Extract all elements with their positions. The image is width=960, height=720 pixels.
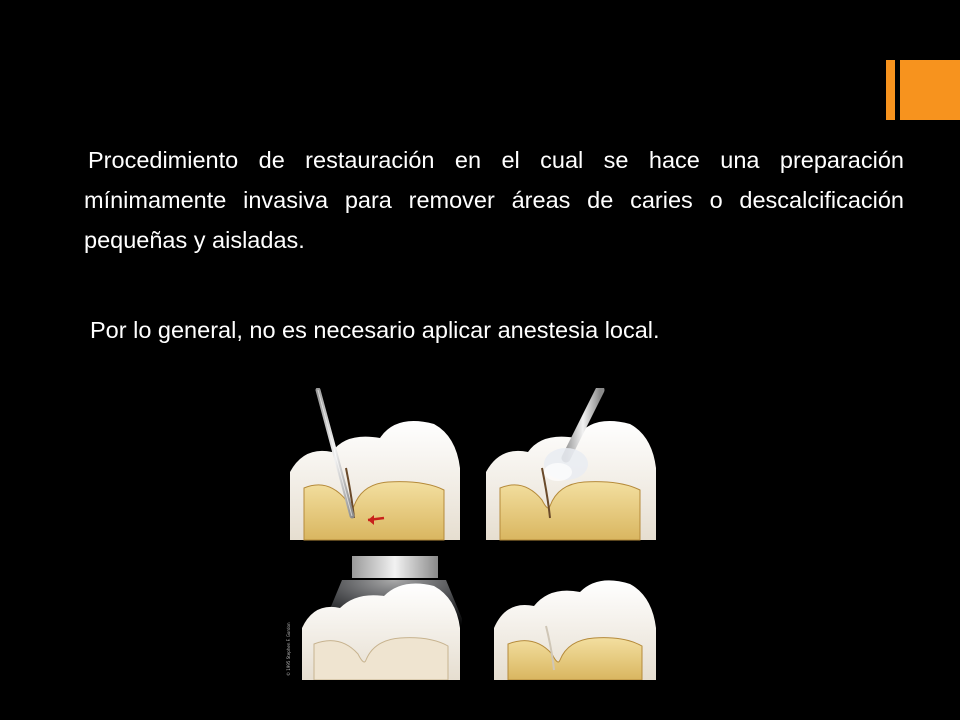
panel-probe <box>290 390 460 540</box>
body-paragraph-1: Procedimiento de restauración en el cual se hace una preparación mínimamente invasiva para remover áreas de caries o descalcificación pequeñas y aisladas. <box>84 147 904 253</box>
illustration-credit: © 1995 Stephen F. Gordon <box>286 622 291 676</box>
panel-curing-light <box>284 548 470 680</box>
body-paragraph-2: Por lo general, no es necesario aplicar anestesia local. <box>90 317 660 343</box>
panel-restored <box>480 548 658 680</box>
dental-procedure-illustration <box>284 388 658 680</box>
accent-block <box>900 60 960 120</box>
panel-air-abrasion <box>486 390 656 540</box>
accent-bar-thin <box>886 60 895 120</box>
illustration-svg <box>284 388 658 680</box>
